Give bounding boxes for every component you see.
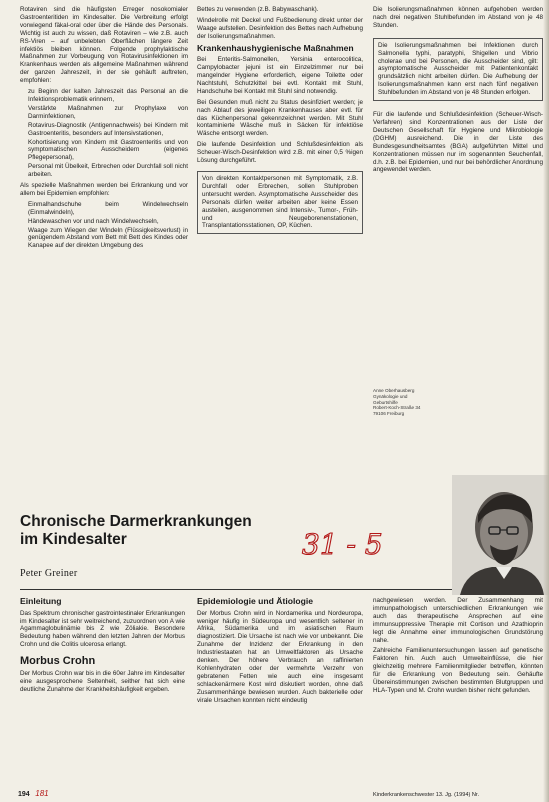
- handwritten-mark: 181: [35, 789, 49, 798]
- section-heading: Epidemiologie und Ätiologie: [197, 597, 314, 606]
- section-heading: Krankenhaushygienische Maßnahmen: [197, 42, 354, 53]
- top-column-1: [20, 6, 188, 466]
- paragraph: Die laufende Desinfektion und Schlußdesinfektion als Scheuer-Wisch-Desinfektion wird z.B. mit einer 0,5 %igen Lösung durchgeführt.: [197, 141, 363, 165]
- list-item: • Händewaschen vor und nach Windelwechseln,: [28, 218, 188, 226]
- title-line: Chronische Darmerkrankungen: [20, 513, 252, 530]
- paragraph: Der Morbus Crohn war bis in die 60er Jahre im Kindesalter eine ausgesprochene Seltenheit, seither hat sich eine deutliche Zunahme der Krankheitshäufigkeit ergeben.: [20, 670, 185, 693]
- article-column-3: [373, 597, 543, 777]
- top-column-2: [197, 6, 363, 466]
- list-item: • zu Beginn der kalten Jahreszeit das Personal an die Infektionsproblematik erinnern,: [28, 88, 188, 104]
- address-line: 79106 Freiburg: [373, 411, 405, 417]
- paragraph: Die Isolierungsmaßnahmen können aufgehoben werden nach drei negativen Stuhlbefunden im Abstand von je 48 Stunden.: [373, 6, 543, 29]
- top-column-3: [373, 6, 543, 376]
- handwritten-text: 31 - 5: [302, 528, 383, 561]
- paragraph: nachgewiesen werden. Der Zusammenhang mit immunpathologisch unterschiedlichen Erkrankungen wie auch das therapeutische Ansprechen auf eine immunsuppressive Therapie mit Cortison und Azathioprin legt die Annahme einer immunologischen Grundstörung nahe.: [373, 597, 543, 644]
- paragraph: Für die laufende und Schlußdesinfektion (Scheuer-Wisch-Verfahren) sind Konzentrationen aus der Liste der Deutschen Gesellschaft für Hygiene und Mikrobiologie (DGHM) ausreichend. Die in der Liste des Bundesgesundheitsamtes (BGA) aufgeführten Mittel und Konzentrationen müssen nur im sogenannten Seuchenfall, d.h. z.B. bei Epidemien, und nur bei behördlicher Anordnung angewendet werden.: [373, 111, 543, 174]
- list-item: • Verstärkte Maßnahmen zur Prophylaxe von Darminfektionen,: [28, 105, 188, 121]
- title-line: im Kindesalter: [20, 531, 127, 548]
- author-name: Peter Greiner: [20, 568, 78, 579]
- list-item: • Waage zum Wiegen der Windeln (Flüssigkeitsverlust) in genügendem Abstand vom Bett mit Bett des Kindes oder Kanapee auf der direkten Umgebung des: [28, 227, 188, 251]
- isolation-measures-box: [373, 38, 543, 101]
- paragraph: Das Spektrum chronischer gastrointestinaler Erkrankungen im Kindesalter ist sehr weitreichend, zuzuordnen von A wie Agammaglobulinämie bis Z wie Zöliakie. Besondere Bedeutung haben während den letzten Jahren der Morbus Crohn und die Colitis ulcerosa erlangt.: [20, 609, 185, 649]
- box-text: Die Isolierungsmaßnahmen bei Infektionen durch Salmonella typhi, paratyphi, Shigellen und Vibrio cholerae und bei Personen, die Ausscheider sind, gilt: asymptomatische Ausscheider mit Patientenkontakt grundsätzlich nicht arbeiten dürfen. Die Aufhebung der Isolierungsmaßnahmen kann erst nach fünf negativen Stuhlbefunden im Abstand von je 48 Stunden erfolgen.: [378, 41, 538, 97]
- address-line: Anne Oberhausberg: [373, 388, 415, 393]
- section-heading: Einleitung: [20, 597, 62, 606]
- paragraph: Windelrolle mit Deckel und Fußbedienung direkt unter der Waage aufstellen. Desinfektion des Bettes nach Aufhebung der Isolierungsmaßnahmen.: [197, 16, 363, 40]
- box-text: Von direkten Kontaktpersonen mit Symptomatik, z.B. Durchfall oder Erbrechen, sollen Stuhlproben untersucht werden. Asymptomatische Ausscheider des Personals dürfen weiter arbeiten aber keine Essen austeilen, ausgenommen sind Intensiv-, Tumor-, Früh- und Neugeborenenstationen, Transplantationsstationen, OP, Küchen.: [202, 175, 358, 230]
- address-line: Gynäkologie und Geburtshilfe: [373, 393, 408, 405]
- paragraph: Der Morbus Crohn wird in Nordamerika und Nordeuropa, weniger häufig in Südeuropa und wesentlich seltener in Afrika, Südamerika und im asiatischen Raum diagnostiziert. Die Ursache ist nach wie vor unbekannt. Die Zunahme der Inzidenz der Erkrankung in den Industriestaaten hat an Umweltfaktoren als Ursache denken. Der höhere Verbrauch an raffinierten Kohlenhydraten oder der vermehrte Verzehr von gebratenen Fetten wie auch eine insgesamt schlackenärmere Kost wird diskutiert worden, ohne daß Zusammenhänge bewiesen wurden. Auch bakterielle oder virale Ursachen konnten nicht eindeutig: [197, 609, 363, 704]
- address-line: Robert-Koch-Straße 34: [373, 405, 421, 411]
- paragraph: Bei Enteritis-Salmonellen, Yersinia enterocolitica, Campylobacter jejuni ist ein Einzelzimmer nur bei mangelnder Hygiene erforderlich, eigene Toilette oder Nachtstuhl, Schutzkittel bei evtl. Kontakt mit Stuhl, Handschuhe bei Kontakt mit Stuhl sind notwendig.: [197, 56, 363, 95]
- article-column-2: [197, 597, 363, 777]
- list-item: • Rotavirus-Diagnostik (Antigennachweis) bei Kindern mit Gastroenteritis, besonders auf Intensivstationen,: [28, 122, 188, 138]
- list-item: • Kohortisierung von Kindern mit Gastroenteritis und von symptomatischen Ausscheidern (eigenes Pflegepersonal),: [28, 139, 188, 163]
- paragraph: Bettes zu verwenden (z.B. Babywaschank).: [197, 6, 319, 13]
- portrait-image: [452, 475, 549, 595]
- special-measures-list: [20, 201, 188, 250]
- author-address: [373, 388, 433, 417]
- handwritten-note: [300, 518, 400, 568]
- page-number: 194: [18, 791, 30, 798]
- page-footer-left: [18, 789, 49, 798]
- author-photo: [452, 475, 549, 595]
- general-measures-list: [20, 88, 188, 179]
- article-column-1: [20, 597, 185, 777]
- paragraph: Zahlreiche Familienuntersuchungen lassen auf genetische Faktoren hin. Auch auch Umwelteinflüsse, die hier gleichzeitig mehrere Familienmitglieder betreffen, könnten für die Erkrankung von Bedeutung sein. Gehäufte Übereinstimmungen zwischen bestimmten Blutgruppen und HLA-Typen und M. Crohn wurden bisher nicht gefunden.: [373, 647, 543, 694]
- section-heading: Morbus Crohn: [20, 655, 96, 668]
- rotavirus-intro: Rotaviren sind die häufigsten Erreger nosokomialer Gastroenteritiden im Kindesalter. Die Verbreitung erfolgt vorwiegend fäkal-oral oder über die Hände des Personals. Wichtig ist auch zu wissen, daß Rotaviren – wie z.B. auch RS-Viren – auf unbelebten Oberflächen längere Zeit infektiös bleiben können. Folgende prophylaktische Maßnahmen zur Vorbeugung von Rotavirusinfektionen im Krankenhaus werden als allgemeine Maßnahmen während der ganzen Jahreszeit, in der sie gehäuft auftreten, empfohlen:: [20, 6, 188, 85]
- paragraph: Bei Gesunden muß nicht zu Status desinfiziert werden; je nach Ablauf des jeweiligen Krankenhauses aber evtl. für das Küchenpersonal gekennzeichnet werden. Mit Stuhl kontaminierte Wäsche muß in Säcken für infektiöse Wäsche entsorgt werden.: [197, 98, 363, 138]
- special-measures-intro: Als spezielle Maßnahmen werden bei Erkrankung und vor allem bei Epidemien empfohlen:: [20, 182, 188, 197]
- journal-footer: Kinderkrankenschwester 13. Jg. (1994) Nr.: [373, 792, 480, 798]
- contact-persons-box: [197, 171, 363, 234]
- list-item: • Einmalhandschuhe beim Windelwechseln (Einmalwindeln),: [28, 201, 188, 217]
- page-edge-shadow: [543, 0, 549, 802]
- list-item: • Personal mit Übelkeit, Erbrechen oder Durchfall soll nicht arbeiten.: [28, 163, 188, 179]
